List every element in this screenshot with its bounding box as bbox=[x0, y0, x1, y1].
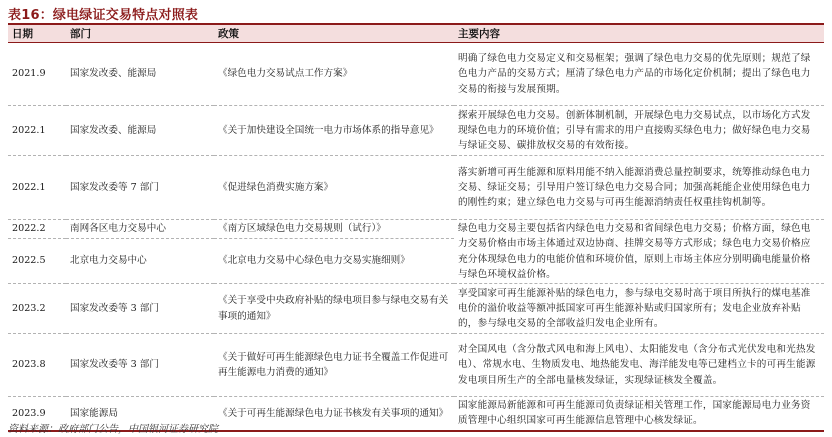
table-row bbox=[8, 334, 824, 397]
row-content: 享受国家可再生能源补贴的绿色电力，参与绿电交易时高于项目所执行的煤电基准电价的溢价收益等额冲抵国家可再生能源补贴或归国家所有；发电企业放弃补贴的，参与绿电交易的全部收益归发电企业所有。 bbox=[454, 284, 824, 334]
header-content: 主要内容 bbox=[454, 25, 824, 43]
header-policy: 政策 bbox=[214, 25, 454, 43]
row-dept: 国家能源局 bbox=[66, 397, 214, 431]
row-content-merged: 绿色电力交易主要包括省内绿色电力交易和省间绿色电力交易；价格方面，绿色电力交易价格由市场主体通过双边协商、挂牌交易等方式形成；绿色电力交易价格应充分体现绿色电力的电能价值和环境价值，原则上市场主体应分别明确电能量价格与绿色环境权益价格。 bbox=[454, 220, 824, 284]
row-dept: 国家发改委、能源局 bbox=[66, 43, 214, 106]
row-dept: 南网各区电力交易中心 bbox=[66, 220, 214, 239]
table-row bbox=[8, 284, 824, 334]
row-dept: 国家发改委、能源局 bbox=[66, 106, 214, 156]
row-dept: 国家发改委等 7 部门 bbox=[66, 156, 214, 220]
row-date: 2023.2 bbox=[8, 284, 66, 334]
table-row bbox=[8, 156, 824, 220]
header-date: 日期 bbox=[8, 25, 66, 43]
row-dept: 国家发改委等 3 部门 bbox=[66, 334, 214, 397]
row-policy: 《促进绿色消费实施方案》 bbox=[214, 156, 454, 220]
row-policy: 《关于享受中央政府补贴的绿电项目参与绿电交易有关事项的通知》 bbox=[214, 284, 454, 334]
row-date: 2022.2 bbox=[8, 220, 66, 239]
row-content: 落实新增可再生能源和原料用能不纳入能源消费总量控制要求，统筹推动绿色电力交易、绿证交易；引导用户签订绿色电力交易合同；加强高耗能企业使用绿色电力的刚性约束；建立绿色电力交易与可再生能源消纳责任权重挂钩机制等。 bbox=[454, 156, 824, 220]
source-note: 资料来源：政府部门公告，中国银河证券研究院 bbox=[8, 424, 218, 435]
row-content: 国家能源局新能源和可再生能源司负责绿证相关管理工作，国家能源局电力业务资质管理中心组织国家可再生能源信息管理中心核发绿证。 bbox=[454, 397, 824, 431]
row-policy: 《南方区域绿色电力交易规则（试行）》 bbox=[214, 220, 454, 239]
row-dept: 北京电力交易中心 bbox=[66, 239, 214, 284]
row-date: 2023.8 bbox=[8, 334, 66, 397]
table-row bbox=[8, 106, 824, 156]
row-policy: 《绿色电力交易试点工作方案》 bbox=[214, 43, 454, 106]
row-dept: 国家发改委等 3 部门 bbox=[66, 284, 214, 334]
row-policy: 《关于可再生能源绿色电力证书核发有关事项的通知》 bbox=[214, 397, 454, 431]
header-dept: 部门 bbox=[66, 25, 214, 43]
row-content: 明确了绿色电力交易定义和交易框架；强调了绿色电力交易的优先原则；规范了绿色电力产品的交易方式；厘清了绿色电力产品的市场化定价机制；提出了绿色电力交易的衔接与发展预期。 bbox=[454, 43, 824, 106]
row-content: 探索开展绿色电力交易。创新体制机制，开展绿色电力交易试点，以市场化方式发现绿色电力的环境价值；引导有需求的用户直接购买绿色电力；做好绿色电力交易与绿证交易、碳排放权交易的有效衔接。 bbox=[454, 106, 824, 156]
header-row bbox=[8, 25, 824, 43]
row-policy: 《北京电力交易中心绿色电力交易实施细则》 bbox=[214, 239, 454, 284]
table-title: 表16：绿电绿证交易特点对照表 bbox=[8, 8, 199, 23]
row-content: 对全国风电（含分散式风电和海上风电）、太阳能发电（含分布式光伏发电和光热发电）、常规水电、生物质发电、地热能发电、海洋能发电等已建档立卡的可再生能源发电项目所生产的全部电量核发绿证，实现绿证核发全覆盖。 bbox=[454, 334, 824, 397]
comparison-table bbox=[8, 25, 824, 432]
row-date: 2022.1 bbox=[8, 156, 66, 220]
table-row bbox=[8, 220, 824, 239]
row-date: 2021.9 bbox=[8, 43, 66, 106]
row-date: 2023.9 bbox=[8, 397, 66, 431]
row-policy: 《关于做好可再生能源绿色电力证书全覆盖工作促进可再生能源电力消费的通知》 bbox=[214, 334, 454, 397]
row-policy: 《关于加快建设全国统一电力市场体系的指导意见》 bbox=[214, 106, 454, 156]
table-row bbox=[8, 43, 824, 106]
row-date: 2022.1 bbox=[8, 106, 66, 156]
row-date: 2022.5 bbox=[8, 239, 66, 284]
